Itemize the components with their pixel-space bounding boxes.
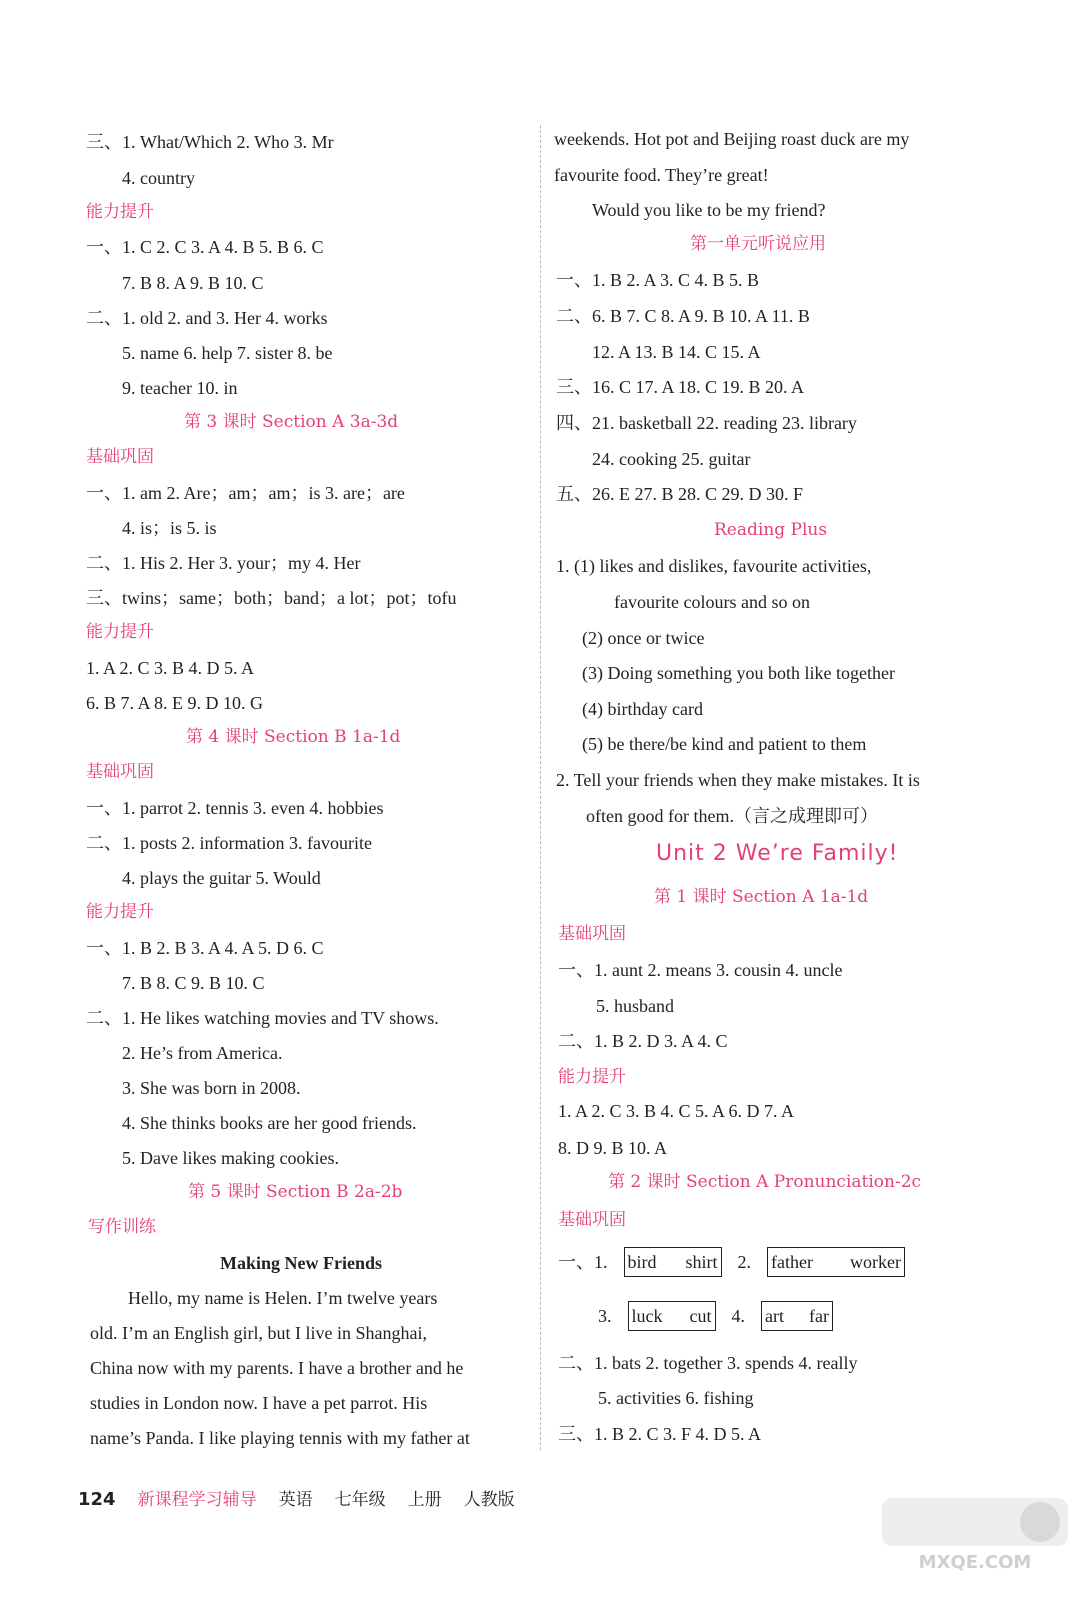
answer-box [624,1247,722,1277]
answer-line: 一、1. am 2. Are；am；am；is 3. are；are [86,483,405,503]
answer-line: 一、1. B 2. B 3. A 4. A 5. D 6. C [86,938,324,958]
section-label: 能力提升 [86,202,154,222]
answer-line: 5. husband [596,996,674,1016]
answer-line: 4. is；is 5. is [122,518,217,538]
question-number: 一、1. [558,1252,608,1272]
answer-line: 一、1. parrot 2. tennis 3. even 4. hobbies [86,798,384,818]
essay-line: China now with my parents. I have a brother and he [90,1358,464,1378]
answer-line: 6. B 7. A 8. E 9. D 10. G [86,693,264,713]
box-word: far [809,1306,829,1326]
answer-line: 7. B 8. C 9. B 10. C [122,973,265,993]
section-label: 能力提升 [86,902,154,922]
box-word: art [765,1306,784,1326]
answer-line: 四、21. basketball 22. reading 23. library [556,413,857,433]
answer-line: 二、1. B 2. D 3. A 4. C [558,1031,728,1051]
box-word: father [771,1252,813,1272]
grade: 七年级 [334,1490,386,1510]
answer-line: 三、16. C 17. A 18. C 19. B 20. A [556,377,805,397]
question-number: 3. [598,1306,612,1326]
lesson-heading: 第 4 课时 Section B 1a-1d [186,727,401,747]
answer-line: 5. activities 6. fishing [598,1388,754,1408]
box-word: worker [850,1252,901,1272]
answer-line: often good for them.（言之成理即可） [586,806,878,826]
question-number: 2. [737,1252,751,1272]
question-number: 4. [731,1306,745,1326]
answer-line: 4. country [122,168,195,188]
section-label: 基础巩固 [86,447,154,467]
box-word: luck [631,1306,663,1326]
section-label: 基础巩固 [558,1210,626,1230]
answer-line: (2) once or twice [582,628,705,648]
watermark-logo [880,1494,1070,1574]
answer-line: 24. cooking 25. guitar [592,449,751,469]
answer-line: 五、26. E 27. B 28. C 29. D 30. F [556,484,804,504]
lesson-heading: 第 3 课时 Section A 3a-3d [184,412,399,432]
essay-line: Hello, my name is Helen. I’m twelve years [128,1288,438,1308]
answer-line: 3. She was born in 2008. [122,1078,301,1098]
lesson-heading: 第 5 课时 Section B 2a-2b [188,1182,403,1202]
section-label: 能力提升 [558,1067,626,1087]
answer-line: 1. A 2. C 3. B 4. C 5. A 6. D 7. A [558,1101,795,1121]
answer-line: 4. plays the guitar 5. Would [122,868,321,888]
volume: 上册 [407,1490,442,1510]
page-footer [78,1485,515,1510]
answer-line: 5. name 6. help 7. sister 8. be [122,343,333,363]
essay-line: weekends. Hot pot and Beijing roast duck are my [554,129,910,149]
edition: 人教版 [463,1490,515,1510]
answer-box [761,1301,833,1331]
answer-line: 12. A 13. B 14. C 15. A [592,342,761,362]
answer-line: 三、twins；same；both；band；a lot；pot；tofu [86,588,457,608]
answer-line: 1. A 2. C 3. B 4. D 5. A [86,658,255,678]
box-answer-row-1 [558,1247,905,1277]
answer-box [767,1247,905,1277]
answer-line: 三、1. B 2. C 3. F 4. D 5. A [558,1424,762,1444]
box-word: cut [689,1306,712,1326]
page-number: 124 [78,1489,116,1510]
answer-line: 4. She thinks books are her good friends. [122,1113,417,1133]
subject: 英语 [278,1490,313,1510]
box-word: bird [627,1252,657,1272]
lesson-heading: 第 1 课时 Section A 1a-1d [654,887,869,907]
answer-line: (4) birthday card [582,699,703,719]
unit-test-heading: 第一单元听说应用 [690,234,826,254]
answer-line: 9. teacher 10. in [122,378,238,398]
section-label: 能力提升 [86,622,154,642]
section-label: 写作训练 [88,1217,156,1237]
answer-line: 二、1. posts 2. information 3. favourite [86,833,372,853]
section-label: 基础巩固 [86,762,154,782]
section-label: 基础巩固 [558,924,626,944]
essay-line: favourite food. They’re great! [554,165,769,185]
answer-line: (5) be there/be kind and patient to them [582,734,867,754]
answer-line: 一、1. B 2. A 3. C 4. B 5. B [556,270,760,290]
answer-line: 二、1. His 2. Her 3. your；my 4. Her [86,553,361,573]
box-word: shirt [685,1252,718,1272]
essay-line: old. I’m an English girl, but I live in Shanghai, [90,1323,427,1343]
lesson-heading: 第 2 课时 Section A Pronunciation-2c [608,1172,922,1192]
reading-plus-heading: Reading Plus [714,520,828,540]
answer-line: (3) Doing something you both like together [582,663,895,683]
answer-line: 5. Dave likes making cookies. [122,1148,339,1168]
answer-line: favourite colours and so on [614,592,810,612]
answer-box [628,1301,716,1331]
answer-line: 8. D 9. B 10. A [558,1138,668,1158]
essay-line: Would you like to be my friend? [592,200,826,220]
series-title: 新课程学习辅导 [137,1490,257,1510]
answer-line: 2. Tell your friends when they make mistakes. It is [556,770,920,790]
answer-line: 2. He’s from America. [122,1043,283,1063]
watermark-text: MXQE.COM [918,1552,1032,1573]
answer-line: 一、1. C 2. C 3. A 4. B 5. B 6. C [86,237,324,257]
answer-line: 二、1. bats 2. together 3. spends 4. really [558,1353,858,1373]
answer-line: 三、1. What/Which 2. Who 3. Mr [86,132,334,152]
answer-line: 二、1. He likes watching movies and TV shows. [86,1008,439,1028]
answer-line: 二、6. B 7. C 8. A 9. B 10. A 11. B [556,306,810,326]
column-divider [540,125,541,1450]
essay-title: Making New Friends [220,1253,382,1273]
answer-line: 7. B 8. A 9. B 10. C [122,273,264,293]
answer-line: 二、1. old 2. and 3. Her 4. works [86,308,328,328]
essay-line: name’s Panda. I like playing tennis with my father at [90,1428,470,1448]
answer-line: 一、1. aunt 2. means 3. cousin 4. uncle [558,960,843,980]
essay-line: studies in London now. I have a pet parrot. His [90,1393,428,1413]
watermark-circle-icon [1020,1502,1060,1542]
answer-line: 1. (1) likes and dislikes, favourite activities, [556,556,872,576]
box-answer-row-2 [598,1301,833,1331]
unit-title: Unit 2 We’re Family! [656,841,899,866]
